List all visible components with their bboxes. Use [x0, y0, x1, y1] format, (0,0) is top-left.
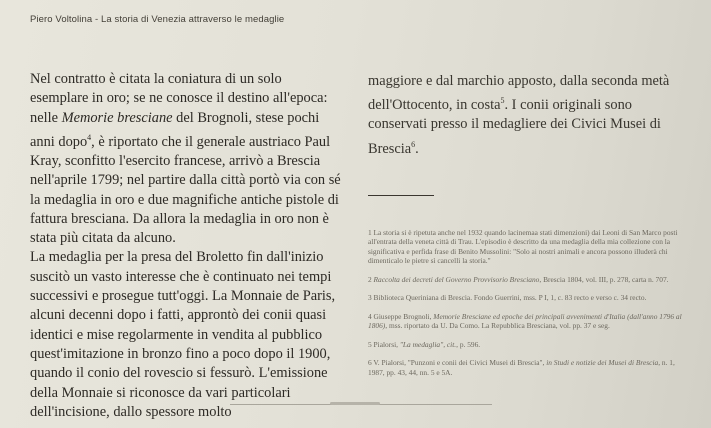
- text-italic: Raccolta dei decreti del Governo Provvisorio Bresciano: [373, 274, 540, 284]
- left-text-column: [30, 70, 342, 422]
- footnote-ref-4: 4: [87, 132, 92, 142]
- text-span: , mss. riportato da U. Da Como. La Repubblica Bresciana, vol. pp. 37 e seg.: [385, 321, 610, 331]
- footnote-2: [368, 275, 690, 285]
- footnote-1: 1 La storia si è ripetuta anche nel 1932 quando lacinemaa stati dimenzioni) dai Leoni di San Marco posti all'entrata della veneta città di Trau. L'episodio è descritto da una medaglia della mia collezione con la significativa e perfida frase di Benito Mussolini: "Solo ai nostri animali e ancora possono illuderà chi dimenticalo le pietre sì cancelli la storia.": [368, 227, 678, 266]
- text-span: . I conii originali sono conservati presso il medagliere dei Civici Musei di Brescia: [368, 97, 661, 157]
- footnote-separator: [368, 195, 434, 196]
- text-span: 2: [368, 274, 374, 284]
- book-title-memorie-bresciane: Memorie bresciane: [61, 109, 173, 126]
- text-span: , è riportato che il generale austriaco Paul Kray, sconfitto l'esercito francese, arrivò a Brescia nell'aprile 1799; nel partire dalla città portò via con sé la medaglia in oro e due magnifiche antiche pistole di fattura bresciana. Da allora la medaglia in oro non è stata più citata da alcuno.: [30, 133, 341, 247]
- footnote-3: 3 Biblioteca Queriniana di Brescia. Fondo Guerrini, mss. P I, 1, c. 83 recto e verso c. 34 recto.: [368, 293, 647, 303]
- text-span: maggiore e dal marchio apposto, dalla seconda metà dell'Ottocento, in costa: [368, 73, 670, 114]
- footnote-4: [368, 312, 690, 331]
- footnote-ref-5: 5: [500, 96, 505, 106]
- bottom-decorative-rule: [230, 404, 492, 406]
- right-text-column: [368, 72, 690, 386]
- footnote-5: [368, 340, 690, 350]
- paragraph-broletto: La medaglia per la presa del Broletto fin dall'inizio suscitò un vasto interesse che è continuato nei tempi successivi e prosegue tutt'oggi. La Monnaie de Paris, alcuni decenni dopo i fatti, approntò dei conii quasi identici e mise regolarmente in vendita al pubblico quest'imitazione in bronzo fino a poco dopo il 1900, quando il conio del rovescio si fessurò. L'emissione della Monnaie si riconosce da vari particolari dell'incisione, dallo spessore molto: [30, 249, 336, 420]
- text-span: del Brognoli, stese pochi anni dopo: [30, 109, 320, 150]
- text-span: , Brescia 1804, vol. III, p. 278, carta n. 707.: [539, 274, 669, 284]
- text-italic: Memorie Bresciane ed epoche dei principali avvenimenti d'Italia (dall'anno 1796 al 1806): [368, 311, 682, 331]
- paragraph-continuation: [368, 72, 690, 159]
- running-head: Piero Voltolina - La storia di Venezia attraverso le medaglie: [30, 14, 285, 25]
- text-span: , p. 596.: [456, 339, 481, 349]
- text-span: 5 Pialorsi,: [368, 339, 400, 349]
- text-span: 4 Giuseppe Brognoli,: [368, 311, 434, 321]
- text-span: 6 V. Pialorsi, "Punzoni e conii dei Civici Musei di Brescia",: [368, 358, 547, 368]
- text-italic: in Studi e notizie dei Musei di Brescia: [546, 358, 659, 368]
- text-span: , n. 1, 1987, pp. 43, 44, nn. 5 e 5A.: [368, 358, 675, 377]
- footnote-ref-6: 6: [411, 139, 416, 149]
- text-span: .: [415, 140, 419, 157]
- footnotes: [368, 228, 690, 378]
- text-italic: "La medaglia", cit.: [399, 339, 457, 349]
- paragraph-contract: [30, 70, 342, 248]
- text-span: Nel contratto è citata la coniatura di un solo esemplare in oro; se ne conosce il destino all'epoca: nelle: [30, 71, 328, 126]
- footnote-6: [368, 358, 690, 377]
